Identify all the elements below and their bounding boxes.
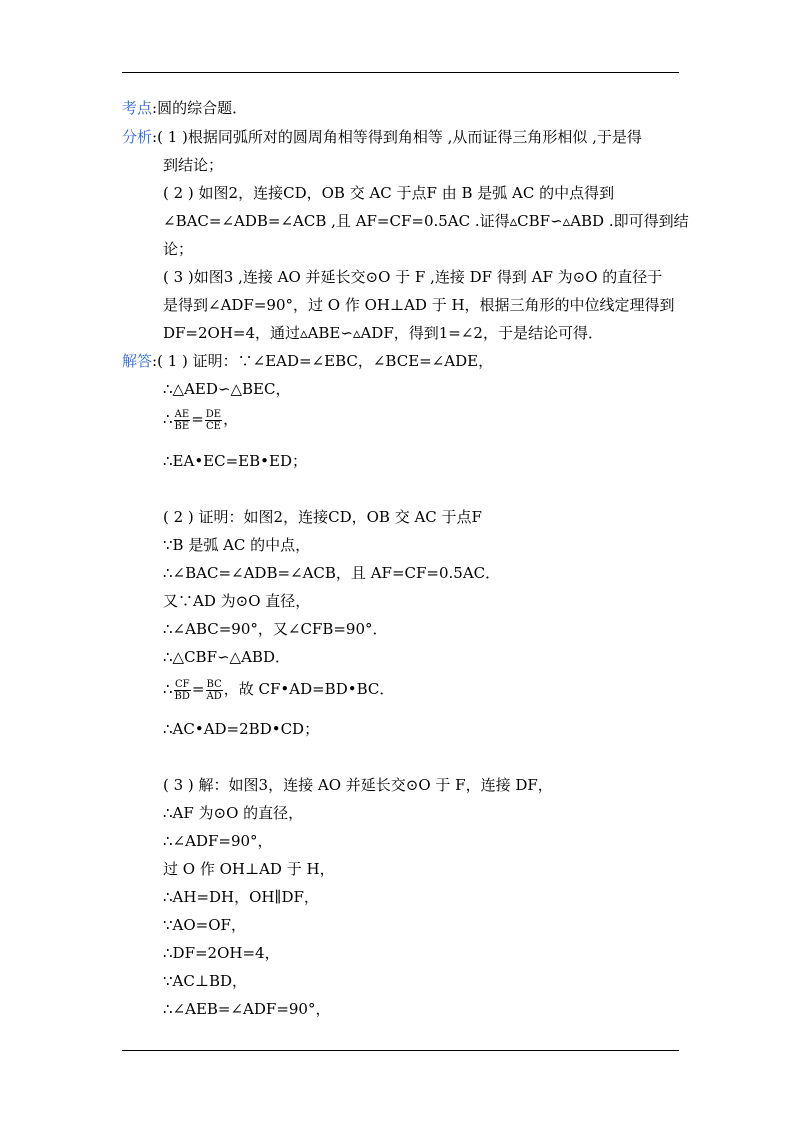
kaodian-text: :圆的综合题．	[152, 99, 248, 117]
proof2-line-3: ∴∠BAC=∠ADB=∠ACB，且 AF=CF=0.5AC．	[163, 564, 501, 582]
fraction-de-ce	[205, 409, 222, 432]
fraction-cf-bd	[174, 679, 191, 702]
proof3-line-9: ∴∠AEB=∠ADF=90°，	[163, 1000, 331, 1018]
fenxi-text: :( 1 )根据同弧所对的圆周角相等得到角相等 ,从而证得三角形相似 ,于是得	[152, 128, 642, 146]
fenxi-line-8: DF=2OH=4，通过▵ABE∽▵ADF，得到1=∠2，于是结论可得．	[163, 324, 603, 342]
fenxi-line-6: ( 3 )如图3 ,连接 AO 并延长交⊙O 于 F ,连接 DF 得到 AF 为⊙O 的直径于	[163, 268, 663, 286]
fraction-denominator: BD	[174, 690, 190, 702]
conclusion-text: ，故 CF•AD=BD•BC．	[223, 680, 395, 698]
proof3-line-2: ∴AF 为⊙O 的直径，	[163, 804, 304, 822]
jieda-text: :( 1 ) 证明：∵∠EAD=∠EBC，∠BCE=∠ADE，	[152, 352, 494, 370]
proof3-line-4: 过 O 作 OH⊥AD 于 H，	[163, 860, 335, 878]
fraction-numerator: AE	[174, 408, 190, 420]
proof2-line-8: ∴AC•AD=2BD•CD；	[163, 720, 320, 738]
fraction-bc-ad	[206, 679, 223, 702]
equals-sign: =	[191, 680, 205, 698]
fenxi-line-5: 论；	[163, 240, 194, 258]
proof3-line-5: ∴AH=DH，OH∥DF，	[163, 888, 319, 906]
proof3-line-8: ∵AC⊥BD，	[163, 972, 248, 990]
fraction-denominator: CE	[205, 420, 221, 432]
proof2-line-1: ( 2 ) 证明：如图2，连接CD，OB 交 AC 于点F	[163, 508, 482, 526]
proof2-line-2: ∵B 是弧 AC 的中点，	[163, 536, 311, 554]
proof2-line-5: ∴∠ABC=90°，又∠CFB=90°．	[163, 620, 388, 638]
fenxi-line-4: ∠BAC=∠ADB=∠ACB ,且 AF=CF=0.5AC .证得▵CBF∽▵ABD .即可得到结	[163, 212, 689, 230]
fraction-numerator: BC	[206, 678, 222, 690]
fraction-ae-be	[174, 409, 191, 432]
fenxi-line-7: 是得到∠ADF=90°，过 O 作 OH⊥AD 于 H，根据三角形的中位线定理得到	[163, 296, 675, 314]
proof1-line-2: ∴△AED∽△BEC，	[163, 380, 291, 398]
proof1-line-4: ∴EA•EC=EB•ED；	[163, 452, 307, 470]
therefore-symbol: ∴	[163, 680, 173, 698]
jieda-label: 解答	[122, 352, 153, 370]
proof2-line-4: 又∵AD 为⊙O 直径，	[163, 592, 311, 610]
jieda-line-1	[122, 351, 493, 371]
fraction-denominator: BE	[174, 420, 190, 432]
proof3-line-1: ( 3 ) 解：如图3，连接 AO 并延长交⊙O 于 F，连接 DF，	[163, 776, 553, 794]
comma: ，	[223, 410, 239, 428]
therefore-symbol: ∴	[163, 410, 173, 428]
fraction-numerator: CF	[174, 678, 190, 690]
proof2-line-7	[163, 677, 394, 702]
kaodian-label: 考点	[122, 99, 153, 117]
fenxi-line-1	[122, 127, 642, 147]
top-rule	[122, 72, 679, 73]
fenxi-label: 分析	[122, 128, 153, 146]
fraction-numerator: DE	[205, 408, 222, 420]
proof2-line-6: ∴△CBF∽△ABD．	[163, 648, 290, 666]
fenxi-line-3: ( 2 ) 如图2，连接CD，OB 交 AC 于点F 由 B 是弧 AC 的中点得到	[163, 184, 615, 202]
proof3-line-7: ∴DF=2OH=4，	[163, 944, 280, 962]
kaodian-line	[122, 98, 247, 118]
proof3-line-3: ∴∠ADF=90°，	[163, 832, 273, 850]
bottom-rule	[122, 1050, 679, 1051]
fenxi-line-2: 到结论；	[163, 156, 224, 174]
equals-sign: =	[191, 410, 204, 428]
proof1-line-3	[163, 407, 238, 432]
fraction-denominator: AD	[206, 690, 222, 702]
proof3-line-6: ∵AO=OF，	[163, 916, 246, 934]
